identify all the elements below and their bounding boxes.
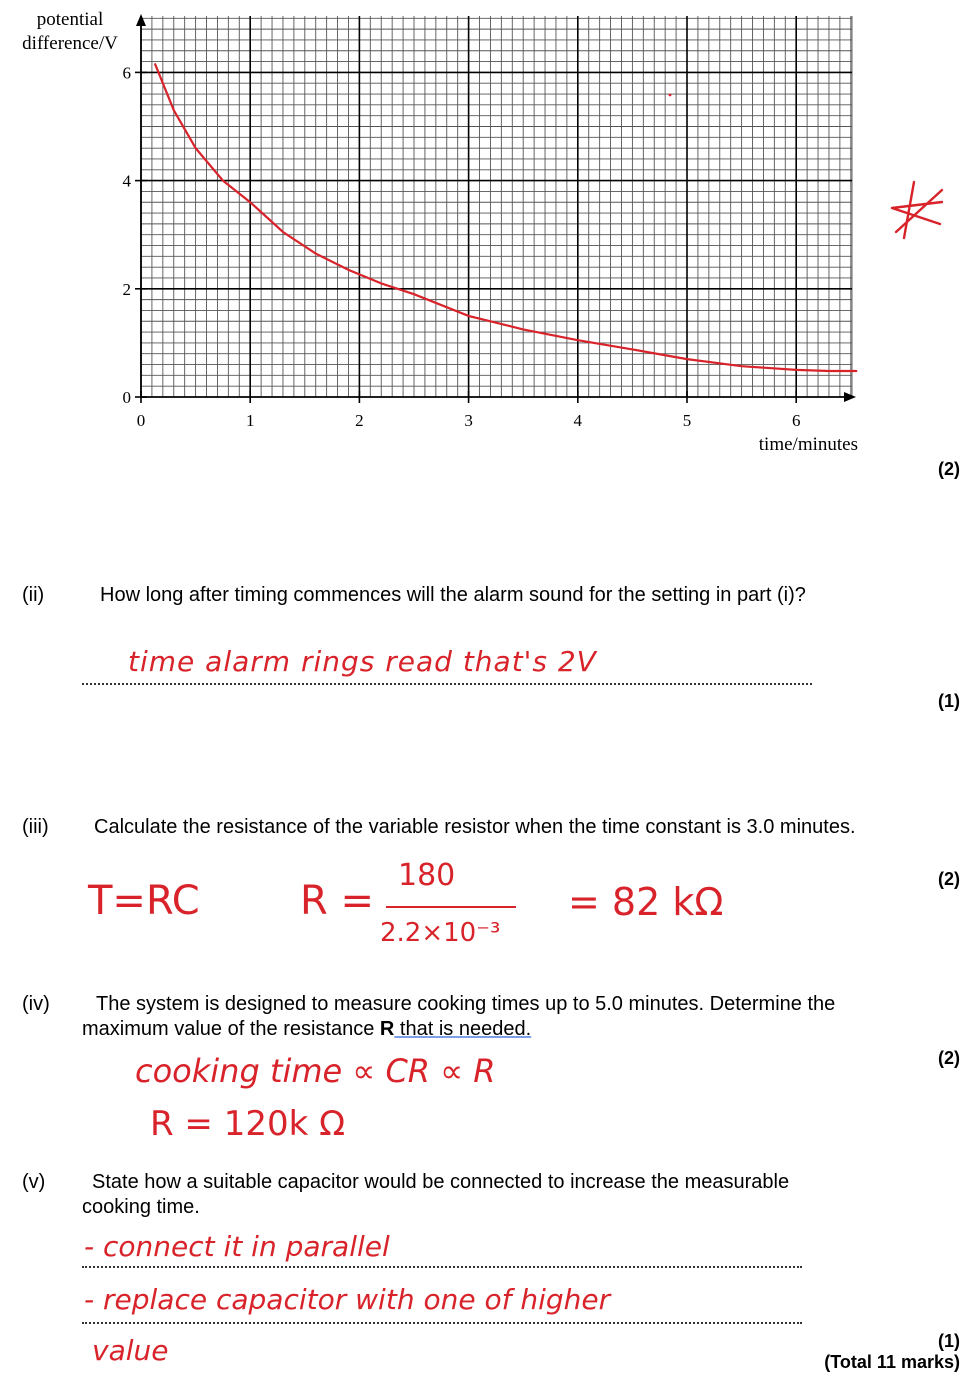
q3-ans-result: = 82 kΩ [568, 880, 724, 924]
graph-marks: (2) [938, 459, 960, 479]
q4-text-bold: R [379, 1018, 395, 1040]
q5-answer-line1 [82, 1266, 802, 1268]
x-axis-arrow [844, 392, 856, 402]
q3-question: Calculate the resistance of the variable resistor when the time constant is 3.0 minutes. [94, 816, 856, 838]
y-axis-label-line1: potential [36, 9, 104, 30]
graph [0, 0, 970, 470]
q2-marks: (1) [938, 691, 960, 711]
x-axis-label: time/minutes [758, 434, 858, 455]
x-tick-label: 4 [573, 411, 583, 430]
x-tick-label: 3 [464, 411, 473, 430]
q3-ans-r: R = [300, 878, 375, 924]
grid-major [141, 16, 852, 397]
q5-question: State how a suitable capacitor would be connected to increase the measurable cooking time. [82, 1171, 790, 1218]
y-tick-label: 2 [122, 279, 131, 299]
q4-text-pre: The system is designed to measure cooking times up to 5.0 minutes. Determine the maximum value of the resistance [82, 993, 836, 1040]
total-marks: (Total 11 marks) [824, 1352, 960, 1372]
q5-number: (v) [22, 1171, 46, 1193]
y-tick-label: 6 [122, 63, 131, 83]
y-axis-label-line2: difference/V [22, 33, 118, 54]
q3-ans-formula: T=RC [88, 878, 200, 924]
q3-marks: (2) [938, 869, 960, 889]
q3-fraction-bar [386, 906, 516, 908]
q4-ans-line1: cooking time ∝ CR ∝ R [135, 1052, 496, 1090]
q5-marks: (1) [938, 1331, 960, 1351]
discharge-curve [155, 64, 856, 371]
q3-ans-numerator: 180 [398, 858, 456, 893]
x-tick-label: 2 [355, 411, 364, 430]
x-tick-label: 6 [791, 411, 801, 430]
stray-dot [669, 94, 672, 97]
x-tick-label: 0 [136, 411, 146, 430]
q4-ans-line2: R = 120k Ω [150, 1104, 346, 1144]
q5-ans-line1: - connect it in parallel [84, 1230, 390, 1263]
q3-number: (iii) [22, 816, 49, 838]
y-tick-label: 4 [122, 171, 131, 191]
star-icon [884, 178, 948, 242]
q5-ans-line3: value [92, 1334, 169, 1367]
q4-question [82, 992, 862, 1042]
q2-number: (ii) [22, 584, 45, 606]
q2-answer-line [82, 683, 812, 685]
y-tick-label: 0 [122, 388, 131, 407]
q2-question: How long after timing commences will the alarm sound for the setting in part (i)? [100, 584, 806, 606]
q4-marks: (2) [938, 1048, 960, 1068]
q3-ans-denominator: 2.2×10⁻³ [380, 918, 501, 948]
x-tick-label: 1 [245, 411, 255, 430]
x-tick-label: 5 [682, 411, 692, 430]
q5-answer-line2 [82, 1322, 802, 1324]
q4-text-post: that is needed. [394, 1018, 532, 1040]
y-axis-arrow [136, 14, 146, 26]
q5-ans-line2: - replace capacitor with one of higher [84, 1283, 611, 1316]
q2-answer: time alarm rings read that's 2V [128, 645, 597, 678]
q4-number: (iv) [22, 993, 50, 1015]
